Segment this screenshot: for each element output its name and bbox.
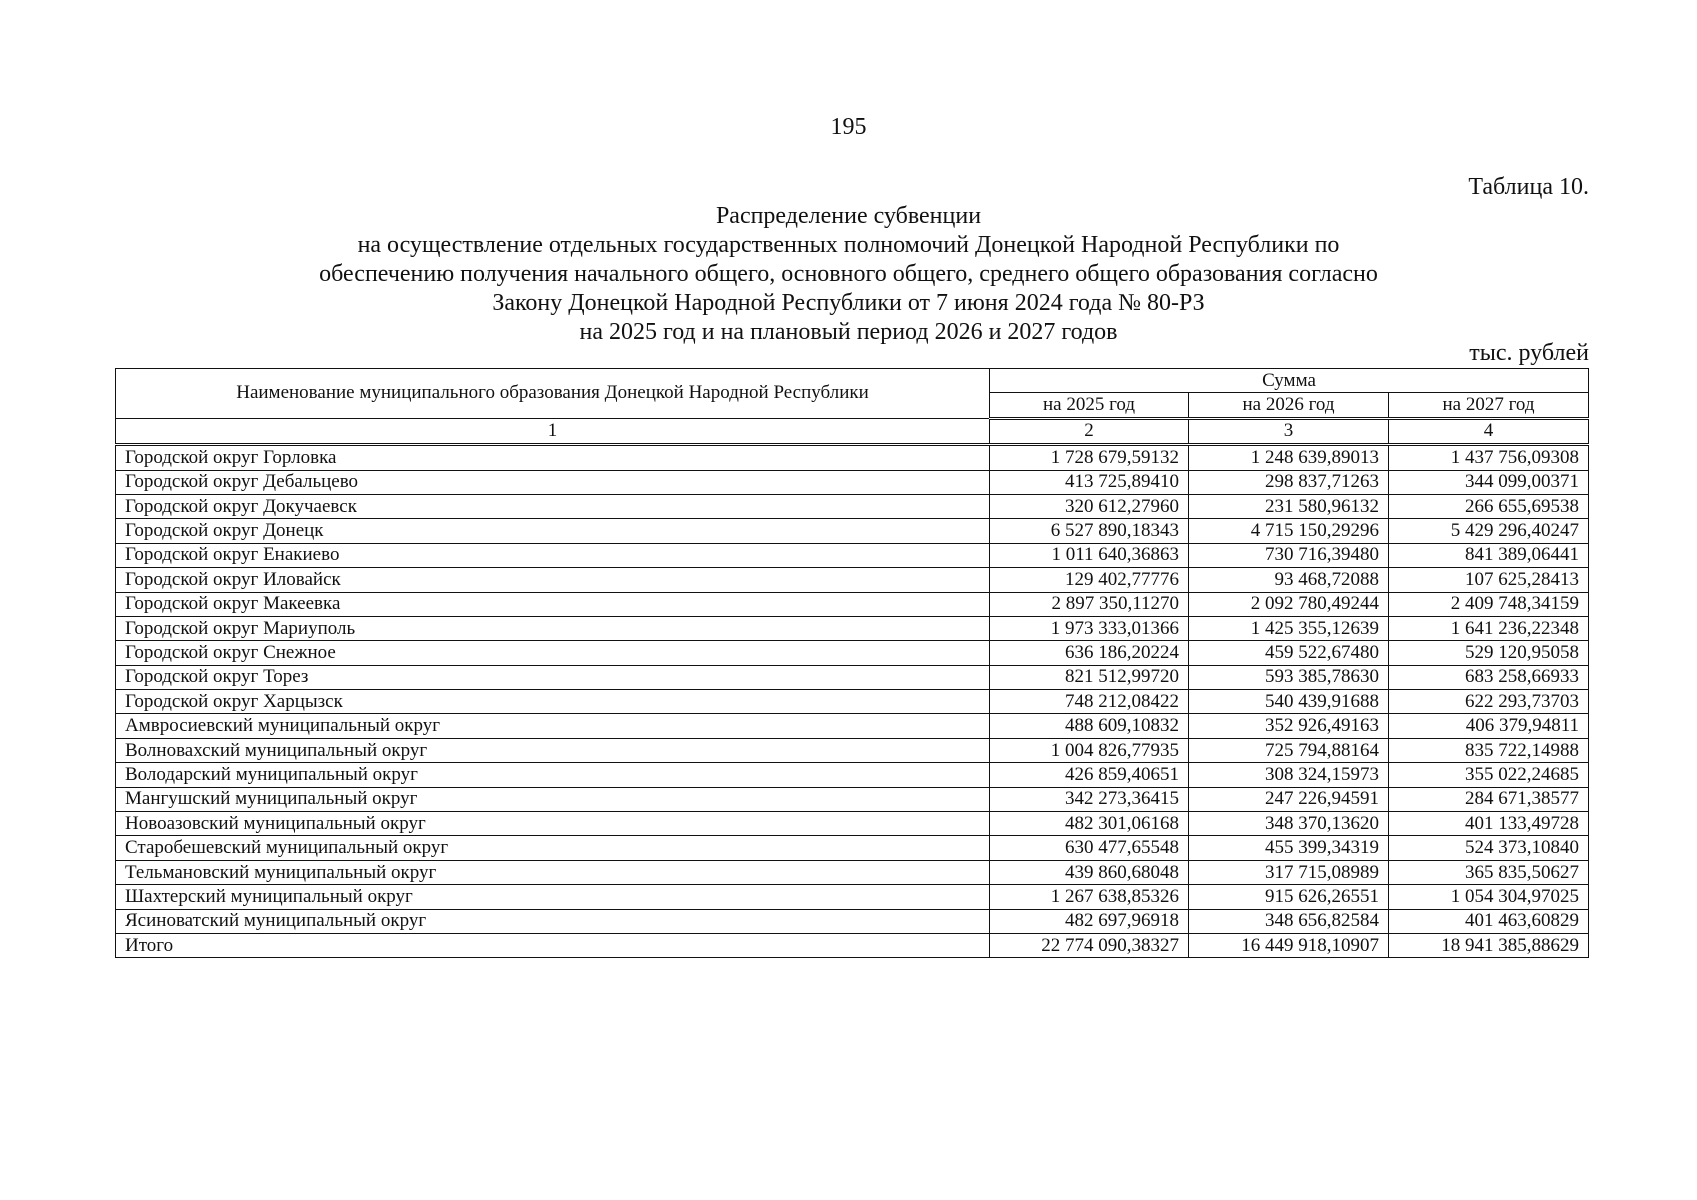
- amount-2025-cell: 439 860,68048: [990, 860, 1189, 884]
- municipality-name-cell: Городской округ Докучаевск: [116, 494, 990, 518]
- amount-2027-cell: 406 379,94811: [1389, 714, 1589, 738]
- amount-2026-cell: 352 926,49163: [1189, 714, 1389, 738]
- column-number: 2: [990, 418, 1189, 444]
- table-row: [116, 714, 1589, 738]
- amount-2026-cell: 455 399,34319: [1189, 836, 1389, 860]
- amount-2027-cell: 622 293,73703: [1389, 690, 1589, 714]
- table-label: Таблица 10.: [1468, 174, 1589, 200]
- header-year-2027: на 2027 год: [1389, 393, 1589, 418]
- title-line: на 2025 год и на плановый период 2026 и 2027 годов: [579, 319, 1118, 345]
- amount-2026-cell: 1 248 639,89013: [1189, 445, 1389, 470]
- amount-2025-cell: 413 725,89410: [990, 470, 1189, 494]
- municipality-name-cell: Городской округ Мариуполь: [116, 616, 990, 640]
- table-row: [116, 494, 1589, 518]
- municipality-name-cell: Городской округ Иловайск: [116, 568, 990, 592]
- amount-2026-cell: 247 226,94591: [1189, 787, 1389, 811]
- amount-2027-cell: 344 099,00371: [1389, 470, 1589, 494]
- amount-2026-cell: 348 370,13620: [1189, 812, 1389, 836]
- amount-2025-cell: 6 527 890,18343: [990, 519, 1189, 543]
- amount-2026-cell: 16 449 918,10907: [1189, 933, 1389, 957]
- amount-2027-cell: 401 463,60829: [1389, 909, 1589, 933]
- amount-2025-cell: 630 477,65548: [990, 836, 1189, 860]
- amount-2026-cell: 1 425 355,12639: [1189, 616, 1389, 640]
- amount-2025-cell: 748 212,08422: [990, 690, 1189, 714]
- amount-2025-cell: 22 774 090,38327: [990, 933, 1189, 957]
- amount-2027-cell: 1 054 304,97025: [1389, 885, 1589, 909]
- amount-2026-cell: 93 468,72088: [1189, 568, 1389, 592]
- amount-2026-cell: 308 324,15973: [1189, 763, 1389, 787]
- amount-2025-cell: 1 004 826,77935: [990, 738, 1189, 762]
- table-row: [116, 568, 1589, 592]
- municipality-name-cell: Тельмановский муниципальный округ: [116, 860, 990, 884]
- table-body: [116, 445, 1589, 958]
- document-title: [0, 202, 1697, 347]
- title-line: обеспечению получения начального общего, основного общего, среднего общего образования согласно: [319, 261, 1378, 287]
- amount-2026-cell: 4 715 150,29296: [1189, 519, 1389, 543]
- column-number: 3: [1189, 418, 1389, 444]
- amount-2025-cell: 2 897 350,11270: [990, 592, 1189, 616]
- amount-2025-cell: 482 697,96918: [990, 909, 1189, 933]
- header-year-2026: на 2026 год: [1189, 393, 1389, 418]
- table-row: [116, 665, 1589, 689]
- table-row: [116, 616, 1589, 640]
- subvention-table: [115, 368, 1589, 958]
- amount-2027-cell: 18 941 385,88629: [1389, 933, 1589, 957]
- amount-2026-cell: 540 439,91688: [1189, 690, 1389, 714]
- municipality-name-cell: Волновахский муниципальный округ: [116, 738, 990, 762]
- amount-2025-cell: 482 301,06168: [990, 812, 1189, 836]
- amount-2027-cell: 284 671,38577: [1389, 787, 1589, 811]
- amount-2025-cell: 821 512,99720: [990, 665, 1189, 689]
- municipality-name-cell: Городской округ Енакиево: [116, 543, 990, 567]
- total-row: [116, 933, 1589, 957]
- amount-2027-cell: 355 022,24685: [1389, 763, 1589, 787]
- table-row: [116, 470, 1589, 494]
- municipality-name-cell: Городской округ Торез: [116, 665, 990, 689]
- municipality-name-cell: Старобешевский муниципальный округ: [116, 836, 990, 860]
- amount-2026-cell: 915 626,26551: [1189, 885, 1389, 909]
- amount-2027-cell: 683 258,66933: [1389, 665, 1589, 689]
- municipality-name-cell: Амвросиевский муниципальный округ: [116, 714, 990, 738]
- amount-2025-cell: 636 186,20224: [990, 641, 1189, 665]
- amount-2027-cell: 1 437 756,09308: [1389, 445, 1589, 470]
- amount-2026-cell: 317 715,08989: [1189, 860, 1389, 884]
- municipality-name-cell: Шахтерский муниципальный округ: [116, 885, 990, 909]
- header-year-2025: на 2025 год: [990, 393, 1189, 418]
- table-row: [116, 860, 1589, 884]
- amount-2025-cell: 426 859,40651: [990, 763, 1189, 787]
- table-row: [116, 812, 1589, 836]
- municipality-name-cell: Городской округ Донецк: [116, 519, 990, 543]
- table-row: [116, 445, 1589, 470]
- amount-2027-cell: 2 409 748,34159: [1389, 592, 1589, 616]
- amount-2027-cell: 401 133,49728: [1389, 812, 1589, 836]
- amount-2025-cell: 1 011 640,36863: [990, 543, 1189, 567]
- amount-2027-cell: 841 389,06441: [1389, 543, 1589, 567]
- table-row: [116, 738, 1589, 762]
- amount-2025-cell: 320 612,27960: [990, 494, 1189, 518]
- amount-2025-cell: 488 609,10832: [990, 714, 1189, 738]
- amount-2026-cell: 348 656,82584: [1189, 909, 1389, 933]
- amount-2027-cell: 107 625,28413: [1389, 568, 1589, 592]
- municipality-name-cell: Итого: [116, 933, 990, 957]
- table-row: [116, 885, 1589, 909]
- amount-2027-cell: 266 655,69538: [1389, 494, 1589, 518]
- amount-2025-cell: 1 728 679,59132: [990, 445, 1189, 470]
- amount-2025-cell: 342 273,36415: [990, 787, 1189, 811]
- municipality-name-cell: Городской округ Снежное: [116, 641, 990, 665]
- table-row: [116, 641, 1589, 665]
- table-row: [116, 592, 1589, 616]
- amount-2027-cell: 365 835,50627: [1389, 860, 1589, 884]
- municipality-name-cell: Городской округ Горловка: [116, 445, 990, 470]
- title-line: на осуществление отдельных государственных полномочий Донецкой Народной Республики по: [357, 232, 1340, 258]
- amount-2026-cell: 593 385,78630: [1189, 665, 1389, 689]
- amount-2025-cell: 1 267 638,85326: [990, 885, 1189, 909]
- municipality-name-cell: Володарский муниципальный округ: [116, 763, 990, 787]
- amount-2026-cell: 459 522,67480: [1189, 641, 1389, 665]
- units-label: тыс. рублей: [1469, 340, 1589, 366]
- column-number: 1: [116, 418, 990, 444]
- amount-2026-cell: 231 580,96132: [1189, 494, 1389, 518]
- header-sum: Сумма: [990, 369, 1589, 393]
- municipality-name-cell: Мангушский муниципальный округ: [116, 787, 990, 811]
- table-row: [116, 787, 1589, 811]
- page-number: 195: [830, 114, 867, 140]
- amount-2026-cell: 725 794,88164: [1189, 738, 1389, 762]
- amount-2027-cell: 835 722,14988: [1389, 738, 1589, 762]
- amount-2027-cell: 5 429 296,40247: [1389, 519, 1589, 543]
- amount-2026-cell: 298 837,71263: [1189, 470, 1389, 494]
- table-row: [116, 763, 1589, 787]
- amount-2025-cell: 129 402,77776: [990, 568, 1189, 592]
- amount-2026-cell: 730 716,39480: [1189, 543, 1389, 567]
- municipality-name-cell: Новоазовский муниципальный округ: [116, 812, 990, 836]
- table-row: [116, 690, 1589, 714]
- table-row: [116, 836, 1589, 860]
- title-line: Распределение субвенции: [715, 203, 982, 229]
- table-row: [116, 519, 1589, 543]
- title-line: Закону Донецкой Народной Республики от 7 июня 2024 года № 80-РЗ: [492, 290, 1205, 316]
- header-name-column: Наименование муниципального образования Донецкой Народной Республики: [116, 369, 990, 419]
- amount-2027-cell: 529 120,95058: [1389, 641, 1589, 665]
- municipality-name-cell: Городской округ Макеевка: [116, 592, 990, 616]
- column-number: 4: [1389, 418, 1589, 444]
- amount-2026-cell: 2 092 780,49244: [1189, 592, 1389, 616]
- table-row: [116, 909, 1589, 933]
- table-row: [116, 543, 1589, 567]
- municipality-name-cell: Городской округ Дебальцево: [116, 470, 990, 494]
- amount-2027-cell: 524 373,10840: [1389, 836, 1589, 860]
- municipality-name-cell: Городской округ Харцызск: [116, 690, 990, 714]
- amount-2025-cell: 1 973 333,01366: [990, 616, 1189, 640]
- amount-2027-cell: 1 641 236,22348: [1389, 616, 1589, 640]
- municipality-name-cell: Ясиноватский муниципальный округ: [116, 909, 990, 933]
